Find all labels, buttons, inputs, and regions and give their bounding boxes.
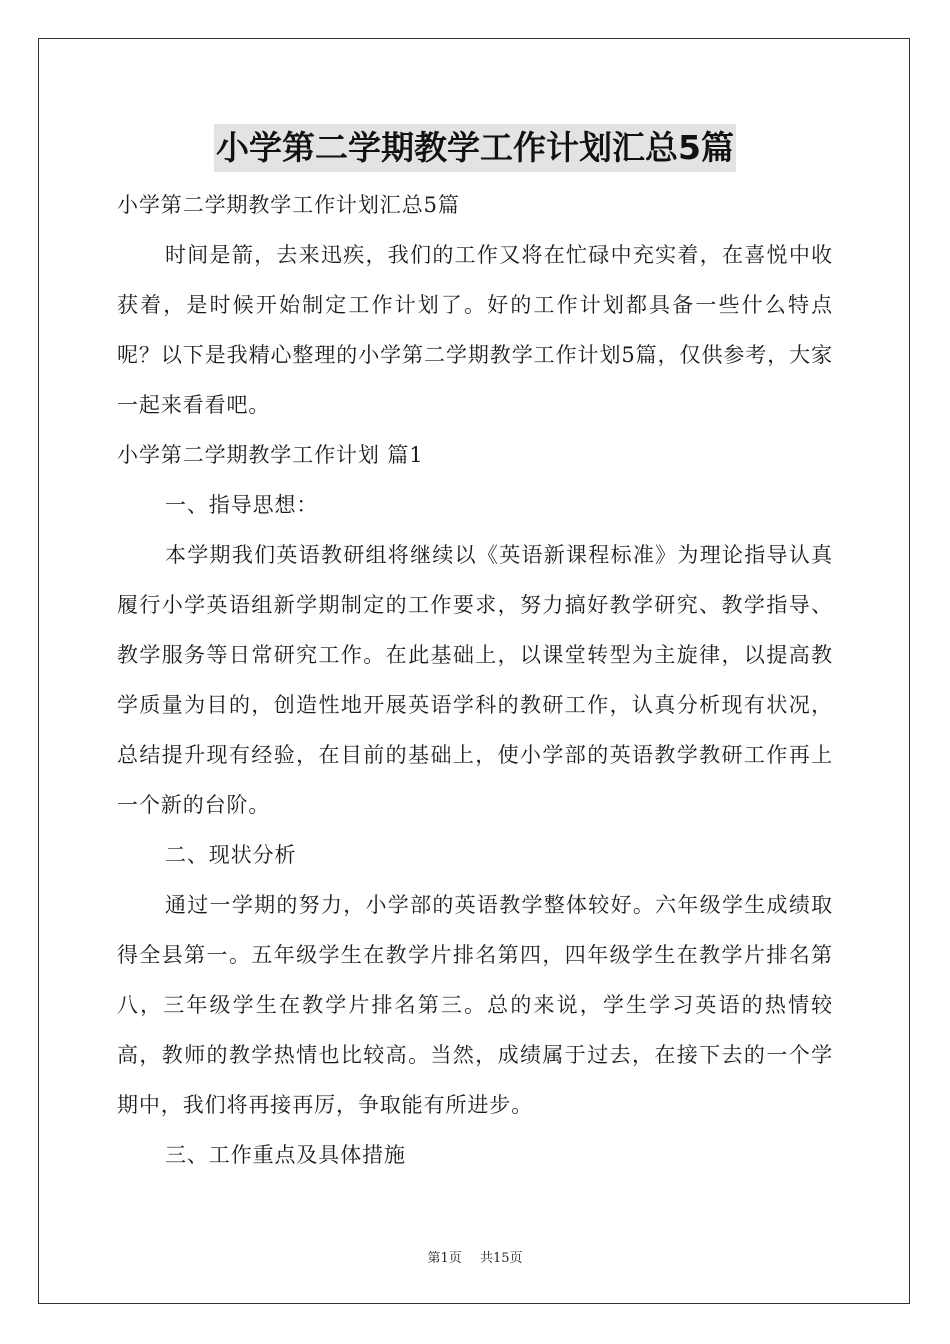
heading-guiding-thought: 一、指导思想： bbox=[165, 493, 319, 517]
heading-work-focus: 三、工作重点及具体措施 bbox=[165, 1143, 406, 1167]
guiding-thought-paragraph: 本学期我们英语教研组将继续以《英语新课程标准》为理论指导认真履行小学英语组新学期制定的工作要求，努力搞好教学研究、教学指导、教学服务等日常研究工作。在此基础上，以课堂转型为主旋律，以提高教学质量为目的，创造性地开展英语学科的教研工作，认真分析现有状况，总结提升现有经验，在目前的基础上，使小学部的英语教学教研工作再上一个新的台阶。 bbox=[117, 543, 833, 817]
title-container bbox=[0, 124, 950, 172]
section-heading-plan-1: 小学第二学期教学工作计划 篇1 bbox=[117, 443, 424, 467]
heading-status-analysis: 二、现状分析 bbox=[165, 843, 297, 867]
intro-paragraph: 时间是箭，去来迅疾，我们的工作又将在忙碌中充实着，在喜悦中收获着，是时候开始制定工作计划了。好的工作计划都具备一些什么特点呢？以下是我精心整理的小学第二学期教学工作计划5篇，仅供参考，大家一起来看看吧。 bbox=[117, 243, 833, 417]
page-total: 共15页 bbox=[479, 1251, 523, 1266]
status-analysis-paragraph: 通过一学期的努力，小学部的英语教学整体较好。六年级学生成绩取得全县第一。五年级学生在教学片排名第四，四年级学生在教学片排名第八，三年级学生在教学片排名第三。总的来说，学生学习英语的热情较高，教师的教学热情也比较高。当然，成绩属于过去，在接下去的一个学期中，我们将再接再厉，争取能有所进步。 bbox=[117, 893, 833, 1117]
page-number: 第1页 bbox=[427, 1251, 462, 1266]
document-body bbox=[117, 180, 833, 1180]
subtitle-line: 小学第二学期教学工作计划汇总5篇 bbox=[117, 193, 460, 217]
document-title: 小学第二学期教学工作计划汇总5篇 bbox=[214, 124, 736, 172]
page-footer bbox=[0, 1247, 950, 1266]
